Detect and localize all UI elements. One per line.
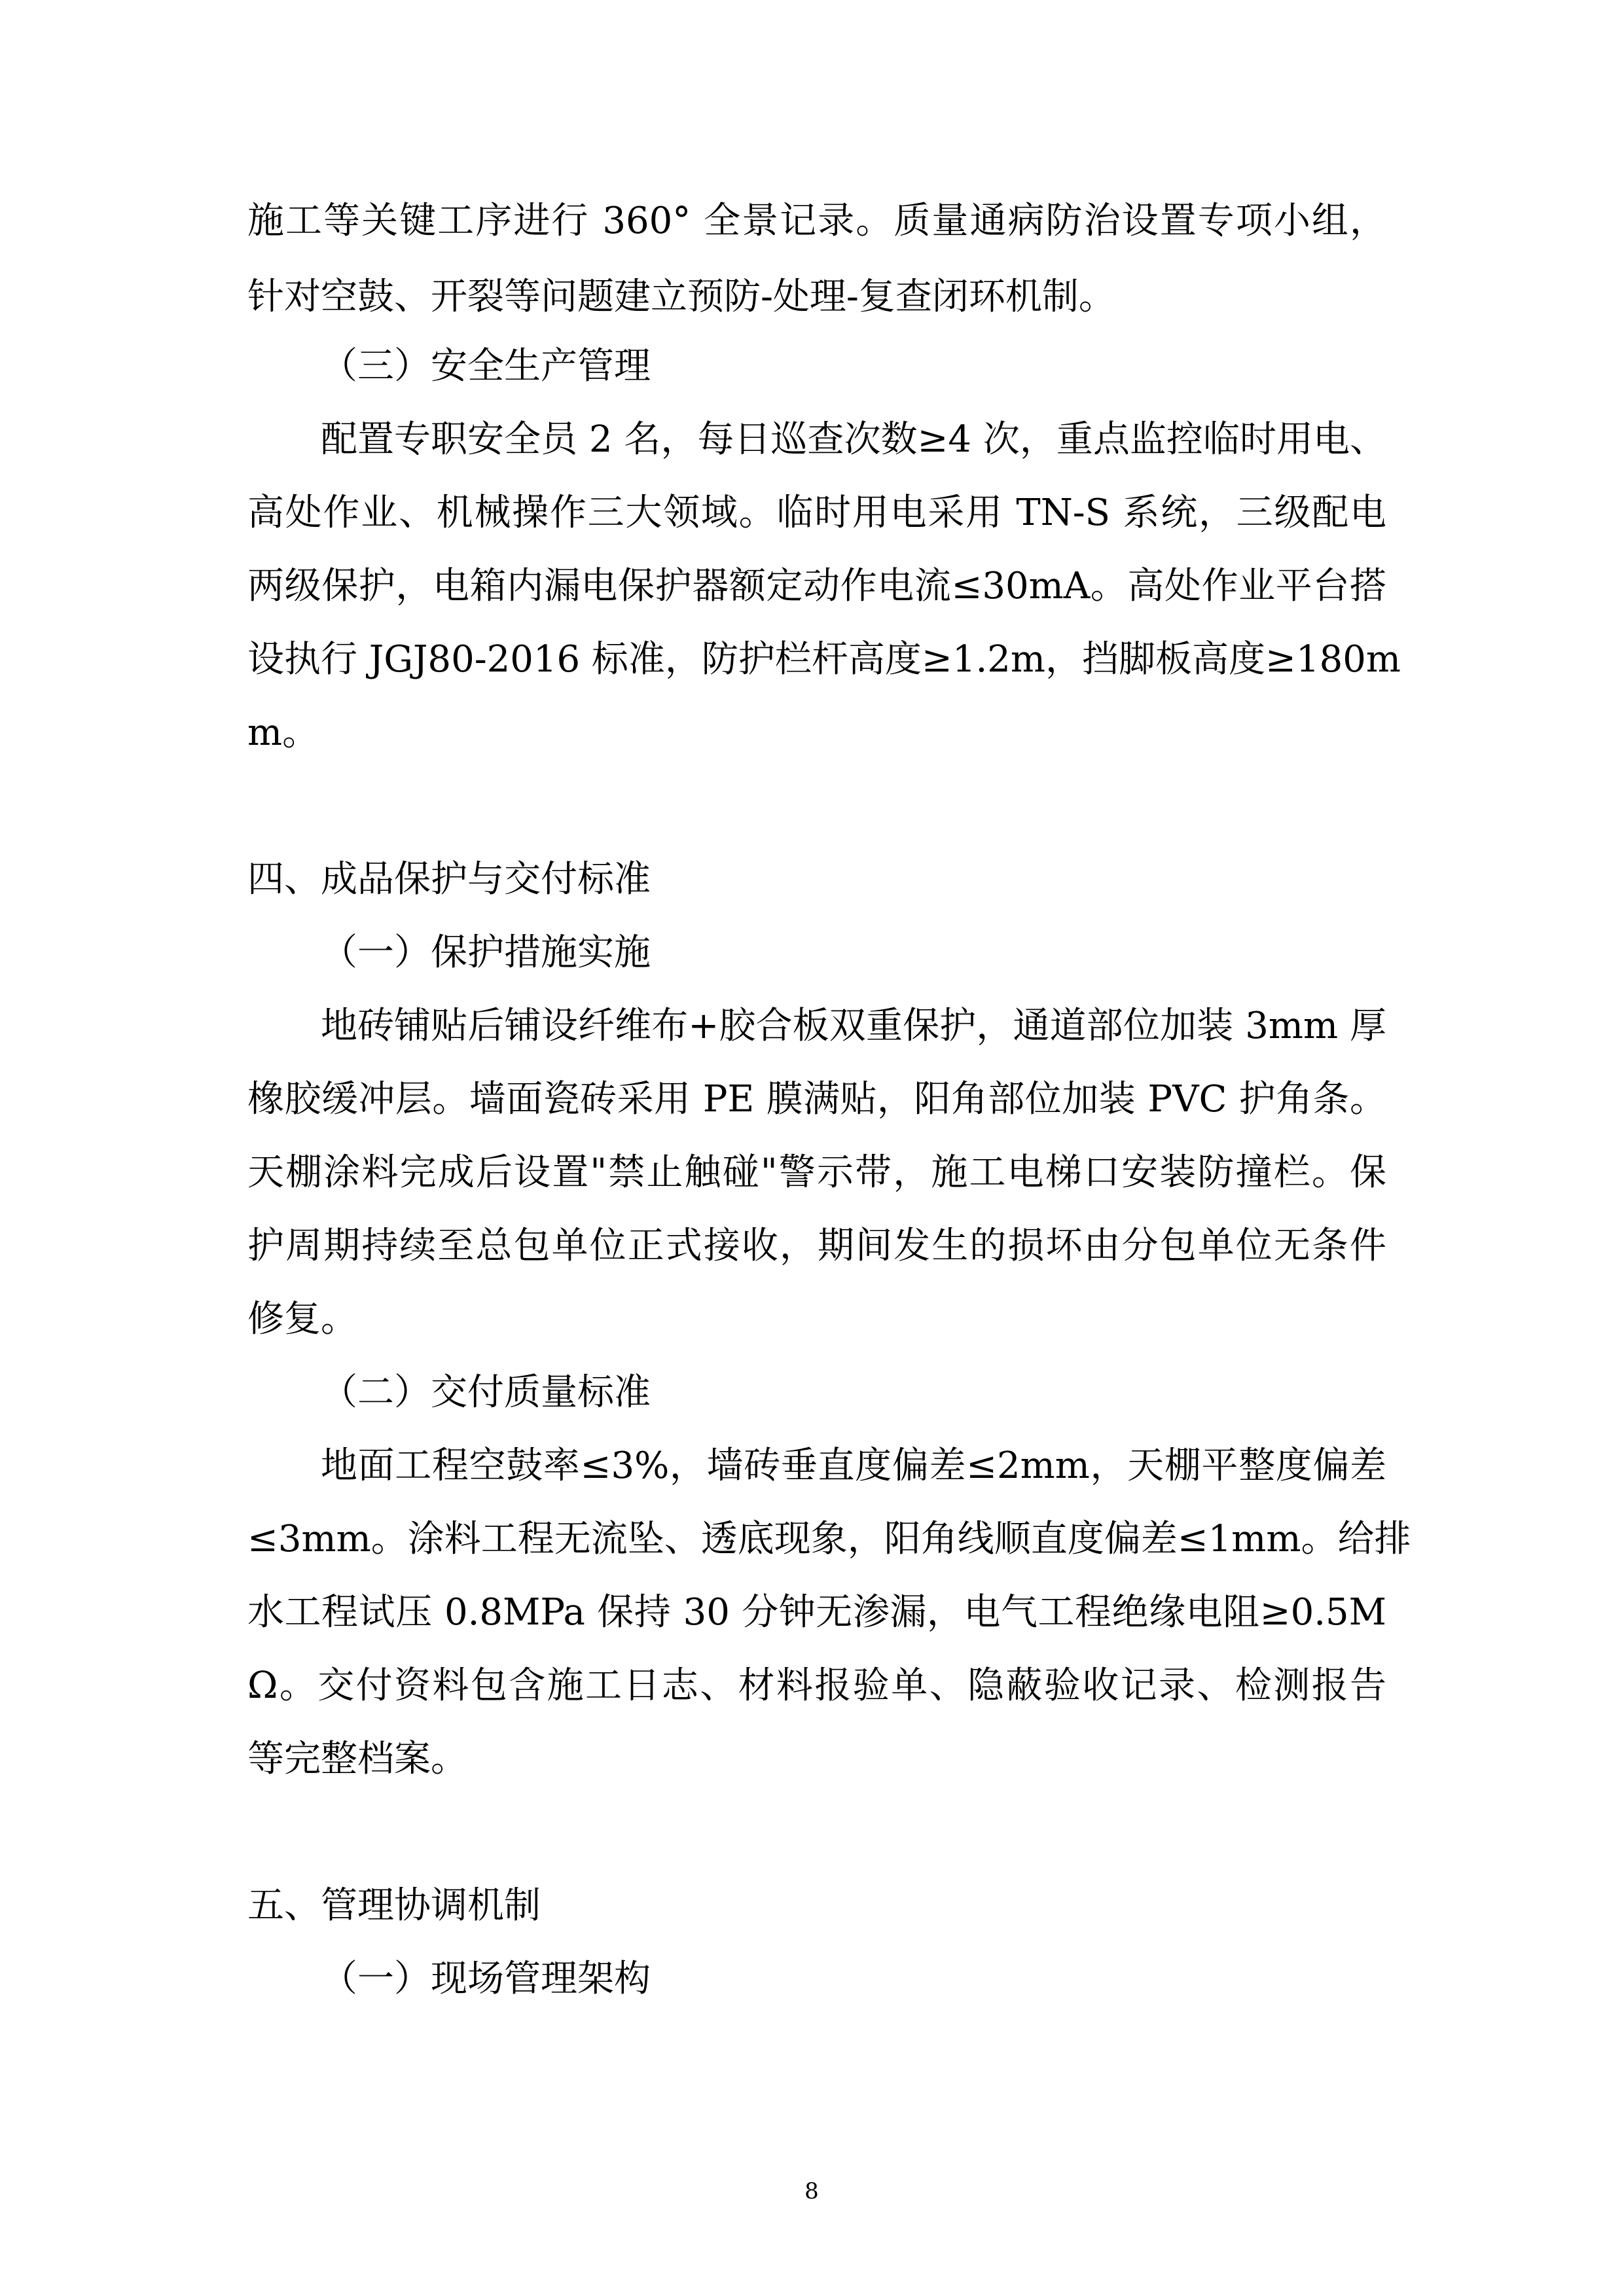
paragraph-line: 地面工程空鼓率≤3%，墙砖垂直度偏差≤2mm，天棚平整度偏差 [321, 1444, 1386, 1487]
section-heading-4: 四、成品保护与交付标准 [247, 858, 651, 901]
paragraph-line: 针对空鼓、开裂等问题建立预防-处理-复查闭环机制。 [247, 276, 1115, 318]
paragraph-line: 天棚涂料完成后设置"禁止触碰"警示带，施工电梯口安装防撞栏。保 [247, 1151, 1386, 1194]
section-heading-5: 五、管理协调机制 [247, 1884, 541, 1927]
subsection-heading-protection: （一）保护措施实施 [321, 931, 651, 974]
paragraph-line: 橡胶缓冲层。墙面瓷砖采用 PE 膜满贴，阳角部位加装 PVC 护角条。 [247, 1078, 1386, 1121]
paragraph-line: 两级保护，电箱内漏电保护器额定动作电流≤30mA。高处作业平台搭 [247, 565, 1386, 607]
paragraph-line: 护周期持续至总包单位正式接收，期间发生的损坏由分包单位无条件 [247, 1225, 1386, 1267]
paragraph-line: 设执行 JGJ80-2016 标准，防护栏杆高度≥1.2m，挡脚板高度≥180m [247, 638, 1401, 681]
paragraph-line: 等完整档案。 [247, 1738, 467, 1780]
paragraph-line: 修复。 [247, 1298, 357, 1340]
paragraph-line: Ω。交付资料包含施工日志、材料报验单、隐蔽验收记录、检测报告 [247, 1664, 1386, 1707]
subsection-heading-management: （一）现场管理架构 [321, 1958, 651, 2000]
paragraph-line: 高处作业、机械操作三大领域。临时用电采用 TN-S 系统，三级配电 [247, 492, 1386, 534]
paragraph-line: 地砖铺贴后铺设纤维布+胶合板双重保护，通道部位加装 3mm 厚 [321, 1005, 1386, 1047]
paragraph-line: 水工程试压 0.8MPa 保持 30 分钟无渗漏，电气工程绝缘电阻≥0.5M [247, 1591, 1386, 1634]
subsection-heading-safety: （三）安全生产管理 [321, 345, 651, 387]
paragraph-line: 配置专职安全员 2 名，每日巡查次数≥4 次，重点监控临时用电、 [321, 418, 1386, 461]
subsection-heading-delivery: （二）交付质量标准 [321, 1371, 651, 1414]
paragraph-line: ≤3mm。涂料工程无流坠、透底现象，阳角线顺直度偏差≤1mm。给排 [247, 1518, 1411, 1560]
paragraph-line: m。 [247, 711, 319, 754]
paragraph-line: 施工等关键工序进行 360° 全景记录。质量通病防治设置专项小组， [247, 200, 1386, 242]
page-number: 8 [804, 2178, 819, 2204]
